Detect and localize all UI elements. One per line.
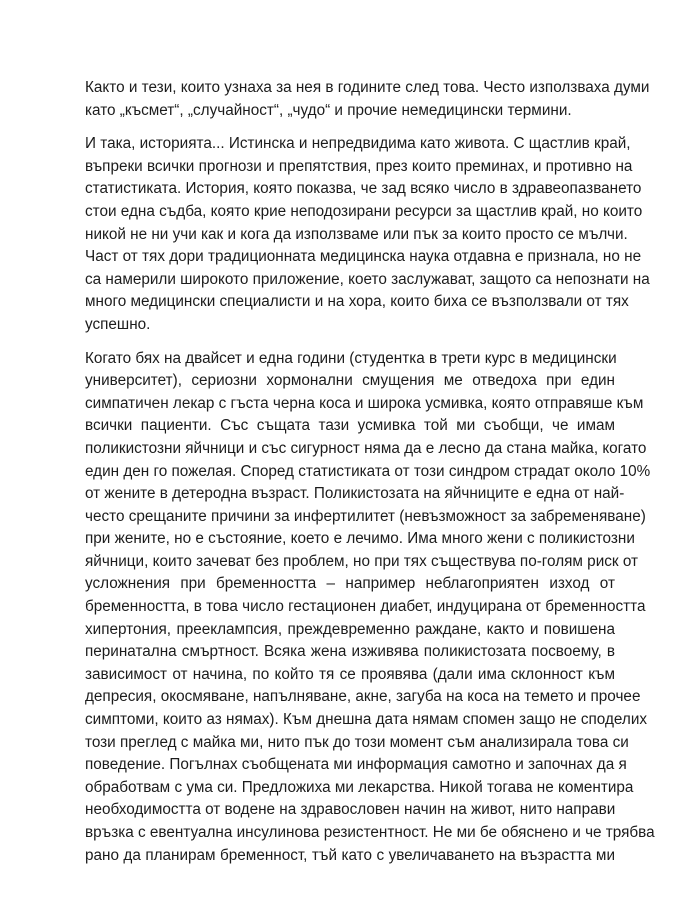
text-line: от жените в детеродна възраст. Поликистозата на яйчниците е една от най-: [85, 485, 625, 503]
text-line: яйчници, които зачеват без проблем, но при тях съществува по-голям риск от: [85, 552, 639, 570]
text-line: симпатичен лекар с гъста черна коса и широка усмивка, която отправяше към: [85, 394, 644, 412]
text-line: зависимост от начина, по който тя се проявява (дали има склонност към: [85, 665, 615, 683]
text-line: като „късмет“, „случайност“, „чудо“ и прочие немедицински термини.: [85, 101, 572, 119]
text-line: симптоми, които аз нямах). Към днешна дата нямам спомен защо не споделих: [85, 711, 648, 729]
text-line: статистиката. История, която показва, че зад всяко число в здравеопазването: [85, 180, 642, 198]
text-line: рано да планирам бременност, тъй като с увеличаването на възрастта ми: [85, 846, 615, 864]
text-line: този преглед с майка ми, нито пък до този момент съм анализирала това си: [85, 733, 629, 751]
text-line: много медицински специалисти и на хора, които биха се възползвали от тях: [85, 293, 629, 311]
text-line: Когато бях на двайсет и една години (студентка в трети курс в медицински: [85, 349, 617, 367]
text-line: бременността, в това число гестационен диабет, индуцирана от бременността: [85, 598, 646, 616]
text-line: въпреки всички прогнози и препятствия, през които преминах, и противно на: [85, 157, 633, 175]
text-line: връзка с евентуална инсулинова резистентност. Не ми бе обяснено и че трябва: [85, 824, 655, 841]
paragraph-diagnosis: [85, 348, 655, 868]
text-line: усложнения при бременността – например неблагоприятен изход от: [85, 575, 615, 593]
text-line: обработвам с ума си. Предложиха ми лекарства. Никой тогава не коментира: [85, 778, 634, 796]
text-line: депресия, окосмяване, напълняване, акне, загуба на коса на темето и прочее: [85, 688, 641, 706]
text-line: Част от тях дори традиционната медицинска наука отдавна е признала, но не: [85, 248, 642, 266]
text-line: един ден го пожелая. Според статистиката от този синдром страдат около 10%: [85, 462, 651, 480]
text-line: университет), сериозни хормонални смущения ме отведоха при един: [85, 372, 615, 390]
paragraph-story: [85, 133, 650, 336]
text-line: при жените, но е състояние, което е лечимо. Има много жени с поликистозни: [85, 530, 635, 548]
text-line: перинатална смъртност. Всяка жена изживява поликистозата посвоему, в: [85, 643, 615, 661]
text-line: Както и тези, които узнаха за нея в годините след това. Често използваха думи: [85, 79, 650, 96]
text-line: стои една съдба, която крие неподозирани ресурси за щастлив край, но които: [85, 202, 643, 220]
text-line: необходимостта от водене на здравословен начин на живот, нито направи: [85, 801, 616, 819]
text-line: никой не ни учи как и кога да използваме или пък за които просто се мълчи.: [85, 225, 628, 243]
text-line: поведение. Погълнах съобщената ми информация самотно и започнах да я: [85, 756, 627, 774]
text-line: успешно.: [85, 315, 151, 333]
paragraph-intro: [85, 77, 650, 122]
text-line: всички пациенти. Със същата тази усмивка той ми съобщи, че имам: [85, 417, 615, 435]
text-line: хипертония, прееклампсия, преждевременно раждане, както и повишена: [85, 620, 615, 638]
text-line: поликистозни яйчници и със сигурност няма да е лесно да стана майка, когато: [85, 439, 647, 457]
text-line: често срещаните причини за инфертилитет (невъзможност за забременяване): [85, 507, 646, 525]
text-line: И така, историята... Истинска и непредвидима като живота. С щастлив край,: [85, 135, 631, 153]
text-line: са намерили широкото приложение, което заслужават, защото са непознати на: [85, 270, 650, 288]
